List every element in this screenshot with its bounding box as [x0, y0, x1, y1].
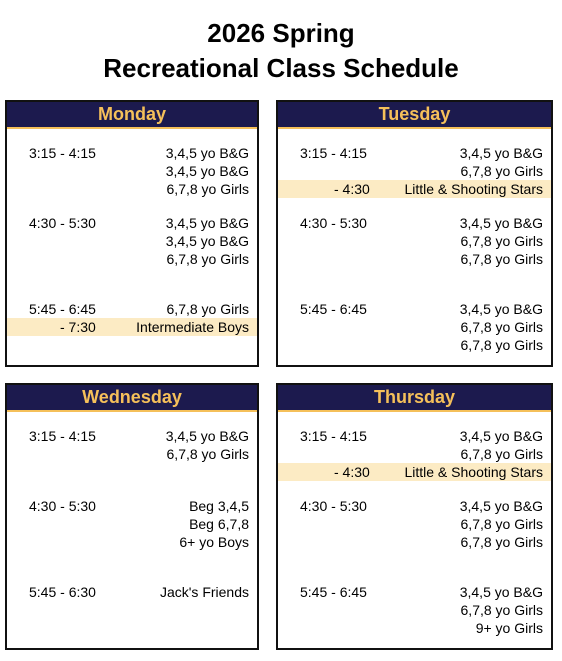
time-slot: 3:15 - 4:15 [300, 145, 367, 161]
class-name: 6,7,8 yo Girls [460, 251, 543, 267]
schedule-row [278, 250, 551, 268]
class-name: 3,4,5 yo B&G [459, 498, 543, 514]
day-header-monday: Monday [7, 102, 257, 129]
day-panel-tuesday [276, 100, 553, 367]
schedule-row [7, 144, 257, 162]
schedule-row-highlighted [278, 463, 551, 481]
schedule-row [7, 162, 257, 180]
schedule-row [7, 300, 257, 318]
schedule-row [278, 336, 551, 354]
day-header-tuesday: Tuesday [278, 102, 551, 129]
class-name: 3,4,5 yo B&G [165, 428, 249, 444]
schedule-row [7, 427, 257, 445]
schedule-row [278, 601, 551, 619]
class-name: 6,7,8 yo Girls [166, 251, 249, 267]
time-slot: 5:45 - 6:30 [29, 584, 96, 600]
class-name: 6,7,8 yo Girls [460, 534, 543, 550]
schedule-row [7, 445, 257, 463]
class-name: 6,7,8 yo Girls [460, 446, 543, 462]
class-name: 6,7,8 yo Girls [460, 233, 543, 249]
day-panel-wednesday [5, 383, 259, 650]
schedule-row [278, 619, 551, 637]
day-header-thursday: Thursday [278, 385, 551, 412]
class-name: 3,4,5 yo B&G [165, 233, 249, 249]
schedule-row [278, 445, 551, 463]
page-title-line-1: 2026 Spring [207, 18, 355, 48]
class-name: 6,7,8 yo Girls [460, 337, 543, 353]
schedule-row-highlighted [278, 180, 551, 198]
time-slot: 5:45 - 6:45 [29, 301, 96, 317]
class-name: Little & Shooting Stars [404, 464, 543, 480]
time-slot: 3:15 - 4:15 [300, 428, 367, 444]
time-slot: 3:15 - 4:15 [29, 145, 96, 161]
class-name: 9+ yo Girls [475, 620, 543, 636]
class-name: 6,7,8 yo Girls [166, 181, 249, 197]
schedule-row [7, 250, 257, 268]
class-name: Beg 3,4,5 [189, 498, 249, 514]
class-name: 3,4,5 yo B&G [459, 584, 543, 600]
schedule-row [7, 214, 257, 232]
schedule-row-highlighted [7, 318, 257, 336]
schedule-row [7, 232, 257, 250]
time-slot: - 4:30 [334, 181, 370, 197]
schedule-row [278, 162, 551, 180]
schedule-row [278, 583, 551, 601]
schedule-row [7, 497, 257, 515]
time-slot: 4:30 - 5:30 [29, 215, 96, 231]
schedule-row [278, 427, 551, 445]
class-name: 6+ yo Boys [179, 534, 249, 550]
class-name: 3,4,5 yo B&G [165, 145, 249, 161]
day-panel-monday [5, 100, 259, 367]
class-name: 3,4,5 yo B&G [459, 145, 543, 161]
day-panel-thursday [276, 383, 553, 650]
class-name: Little & Shooting Stars [404, 181, 543, 197]
class-name: 3,4,5 yo B&G [165, 215, 249, 231]
class-name: 3,4,5 yo B&G [165, 163, 249, 179]
class-name: Beg 6,7,8 [189, 516, 249, 532]
time-slot: 3:15 - 4:15 [29, 428, 96, 444]
schedule-row [7, 180, 257, 198]
time-slot: - 7:30 [60, 319, 96, 335]
schedule-row [278, 533, 551, 551]
schedule-row [278, 214, 551, 232]
time-slot: - 4:30 [334, 464, 370, 480]
class-name: 6,7,8 yo Girls [460, 319, 543, 335]
schedule-row [278, 144, 551, 162]
class-name: 6,7,8 yo Girls [460, 516, 543, 532]
class-name: Jack's Friends [159, 584, 249, 600]
schedule-row [278, 232, 551, 250]
class-name: 6,7,8 yo Girls [460, 602, 543, 618]
schedule-row [7, 515, 257, 533]
schedule-row [278, 497, 551, 515]
class-name: 3,4,5 yo B&G [459, 428, 543, 444]
schedule-row [278, 300, 551, 318]
class-name: 6,7,8 yo Girls [460, 163, 543, 179]
day-header-wednesday: Wednesday [7, 385, 257, 412]
schedule-row [7, 583, 257, 601]
schedule-row [7, 533, 257, 551]
page-title-line-2: Recreational Class Schedule [103, 53, 459, 83]
time-slot: 4:30 - 5:30 [300, 498, 367, 514]
class-name: 6,7,8 yo Girls [166, 301, 249, 317]
class-name: 3,4,5 yo B&G [459, 215, 543, 231]
time-slot: 5:45 - 6:45 [300, 301, 367, 317]
schedule-row [278, 318, 551, 336]
time-slot: 4:30 - 5:30 [300, 215, 367, 231]
schedule-row [278, 515, 551, 533]
class-name: 6,7,8 yo Girls [166, 446, 249, 462]
time-slot: 5:45 - 6:45 [300, 584, 367, 600]
time-slot: 4:30 - 5:30 [29, 498, 96, 514]
class-name: 3,4,5 yo B&G [459, 301, 543, 317]
class-name: Intermediate Boys [136, 319, 249, 335]
